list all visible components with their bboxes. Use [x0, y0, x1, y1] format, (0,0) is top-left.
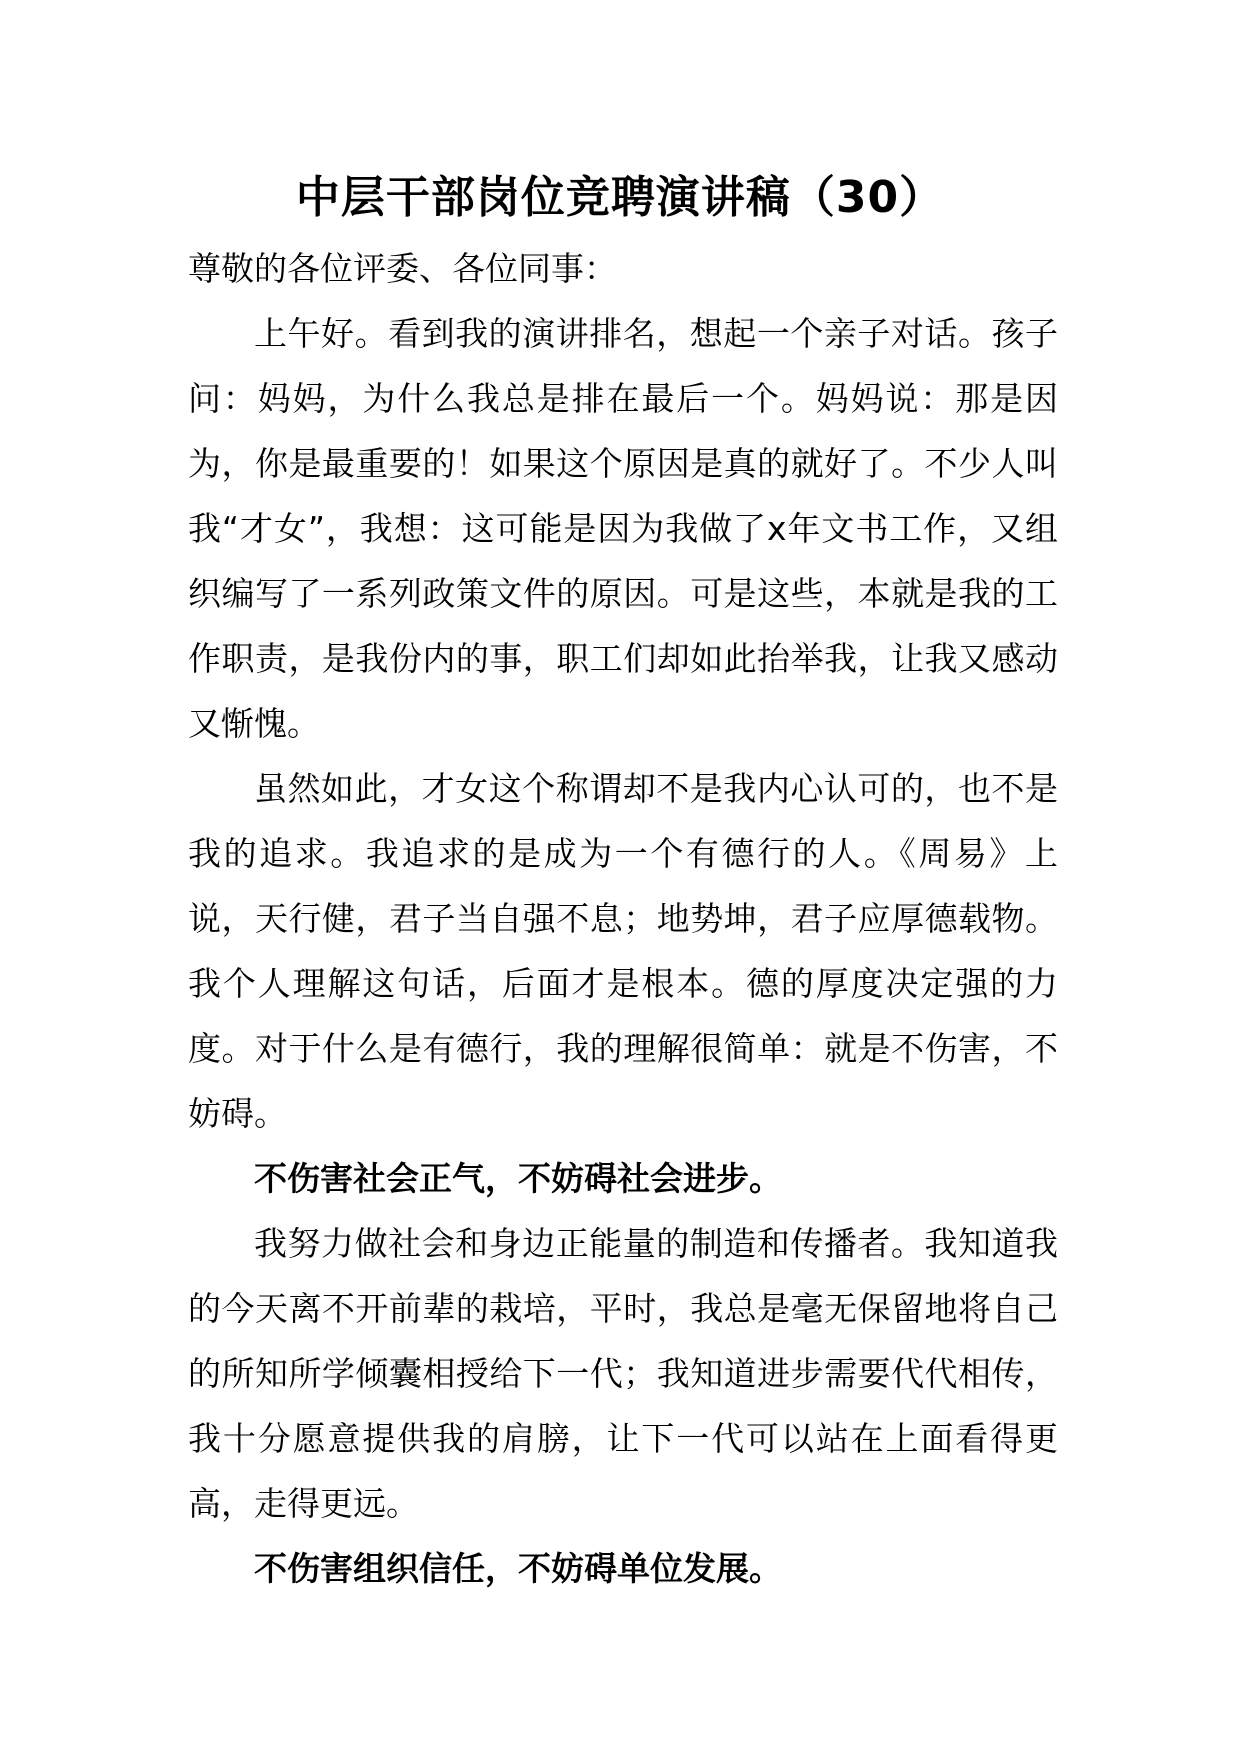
paragraph-3: 我努力做社会和身边正能量的制造和传播者。我知道我的今天离不开前辈的栽培，平时，我总是毫无保留地将自己的所知所学倾囊相授给下一代；我知道进步需要代代相传，我十分愿意提供我的肩膀，让下一代可以站在上面看得更高，走得更远。 [188, 1224, 1058, 1523]
document-title: 中层干部岗位竞聘演讲稿（30） [295, 172, 945, 223]
section-heading-2: 不伤害组织信任，不妨碍单位发展。 [254, 1549, 782, 1588]
document-body [188, 236, 1058, 1601]
paragraph-2: 虽然如此，才女这个称谓却不是我内心认可的，也不是我的追求。我追求的是成为一个有德行的人。《周易》上说，天行健，君子当自强不息；地势坤，君子应厚德载物。我个人理解这句话，后面才是根本。德的厚度决定强的力度。对于什么是有德行，我的理解很简单：就是不伤害，不妨碍。 [188, 769, 1058, 1133]
section-heading-1: 不伤害社会正气，不妨碍社会进步。 [254, 1159, 782, 1198]
salutation: 尊敬的各位评委、各位同事： [188, 249, 617, 288]
paragraph-1: 上午好。看到我的演讲排名，想起一个亲子对话。孩子问：妈妈，为什么我总是排在最后一个。妈妈说：那是因为，你是最重要的！如果这个原因是真的就好了。不少人叫我“才女”，我想：这可能是因为我做了x年文书工作，又组织编写了一系列政策文件的原因。可是这些，本就是我的工作职责，是我份内的事，职工们却如此抬举我，让我又感动又惭愧。 [188, 314, 1058, 743]
